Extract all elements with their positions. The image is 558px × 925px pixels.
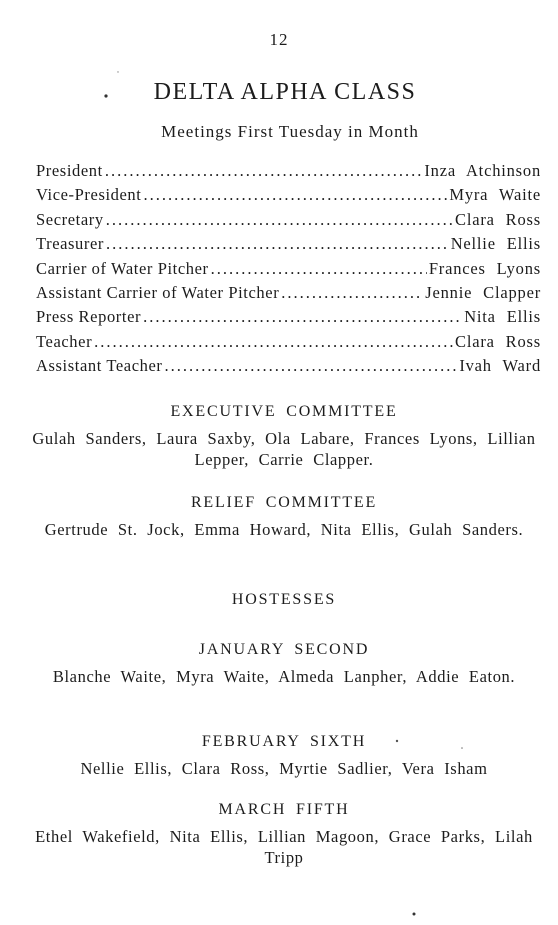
officer-row-assistant-teacher [36,356,541,380]
hostesses-february [24,733,544,779]
officer-role: Treasurer [36,234,105,254]
month-heading: FEBRUARY SIXTH [201,733,367,750]
officer-row-treasurer [36,234,541,258]
relief-committee-heading: RELIEF COMMITTEE [190,494,378,511]
officer-role: Teacher [36,331,93,351]
officer-role: Secretary [36,209,104,229]
officer-row-vice-president [36,185,541,209]
dot-leader [281,283,423,303]
hostesses-january [24,641,544,687]
dot-leader [143,307,462,327]
relief-committee-section [24,494,544,540]
officer-name: Jennie Clapper [425,282,541,302]
dot-leader [211,259,427,279]
officer-list [36,161,541,381]
month-hostess-list: Blanche Waite, Myra Waite, Almeda Lanpher, Addie Eaton. [52,667,516,686]
officer-role: Vice-President [36,185,142,205]
officer-role: Press Reporter [36,307,142,327]
page-number: 12 [269,30,289,49]
officer-role: Carrier of Water Pitcher [36,258,209,278]
month-heading: JANUARY SECOND [198,641,370,658]
officer-row-press-reporter [36,307,541,331]
dot-leader [165,356,458,376]
month-hostess-list: Nellie Ellis, Clara Ross, Myrtie Sadlier, Vera Isham [80,759,488,778]
hostesses-march [24,801,544,868]
officer-role: Assistant Teacher [36,356,163,376]
month-hostess-list: Ethel Wakefield, Nita Ellis, Lillian Magoon, Grace Parks, Lilah Tripp [35,827,533,867]
dot-leader [105,161,423,181]
officer-role: President [36,161,103,180]
officer-name: Inza Atchinson [424,161,541,180]
officer-name: Frances Lyons [428,258,541,278]
hostesses-section [24,591,544,616]
dot-leader [106,234,449,254]
month-heading: MARCH FIFTH [218,801,350,818]
officer-name: Ivah Ward [459,356,541,376]
officer-name: Nita Ellis [464,307,541,327]
dot-leader [94,332,453,352]
executive-committee-heading: EXECUTIVE COMMITTEE [170,403,398,420]
executive-committee-members: Gulah Sanders, Laura Saxby, Ola Labare, Frances Lyons, Lillian Lepper, Carrie Clapper. [32,429,536,469]
dot-leader [106,210,453,230]
meeting-schedule: Meetings First Tuesday in Month [161,122,419,141]
officer-name: Myra Waite [449,185,541,205]
page-title: DELTA ALPHA CLASS [153,79,417,105]
officer-name: Clara Ross [455,209,541,229]
officer-row-president [36,161,541,185]
officer-row-carrier-of-water-pitcher [36,259,541,283]
officer-name: Clara Ross [455,331,541,351]
officer-row-teacher [36,332,541,356]
officer-name: Nellie Ellis [450,234,541,254]
dot-leader [143,185,447,205]
hostesses-heading: HOSTESSES [231,591,337,608]
officer-row-secretary [36,210,541,234]
relief-committee-members: Gertrude St. Jock, Emma Howard, Nita Ellis, Gulah Sanders. [44,520,524,539]
officer-row-assistant-carrier [36,283,541,307]
officer-role: Assistant Carrier of Water Pitcher [36,282,280,302]
executive-committee-section [24,403,544,470]
